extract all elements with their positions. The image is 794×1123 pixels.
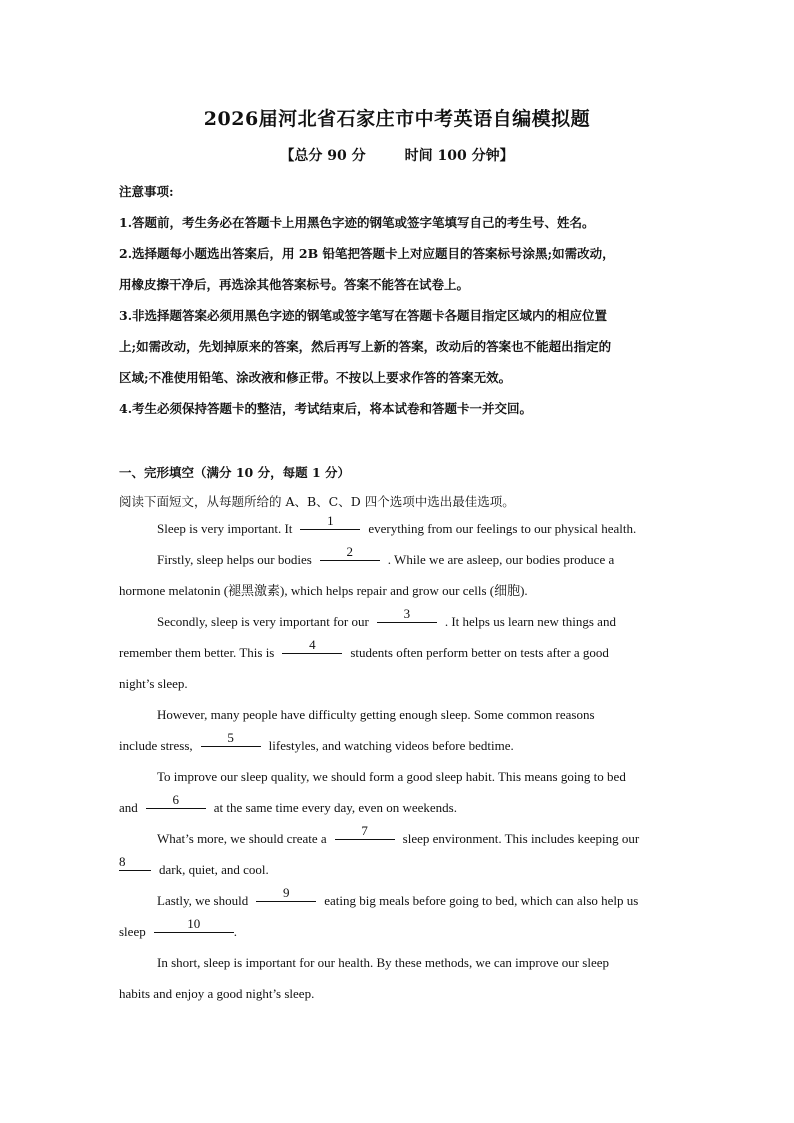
- blank-5: 5: [201, 730, 261, 747]
- passage-text: To improve our sleep quality, we should form a good sleep habit. This means going to bed: [157, 769, 626, 784]
- note-line: 用橡皮擦干净后，再选涂其他答案标号。答案不能答在试卷上。: [119, 277, 470, 292]
- blank-7: 7: [335, 823, 395, 840]
- note-line: 区域;不准使用铅笔、涂改液和修正带。不按以上要求作答的答案无效。: [119, 370, 512, 385]
- passage-line: [119, 947, 675, 978]
- passage-line: [119, 730, 675, 761]
- passage-text: students often perform better on tests after a good: [350, 645, 609, 660]
- blank-9: 9: [256, 885, 316, 902]
- notes-heading: 注意事项:: [119, 184, 174, 199]
- passage-line: [119, 854, 675, 885]
- passage-text: Sleep is very important. It: [157, 521, 293, 536]
- passage-line: [119, 978, 675, 1009]
- section-heading: 一、完形填空（满分 10 分，每题 1 分）: [119, 465, 351, 480]
- blank-3: 3: [377, 606, 437, 623]
- note-line: 2.选择题每小题选出答案后，用 2B 铅笔把答题卡上对应题目的答案标号涂黑;如需改动，: [119, 246, 615, 261]
- passage-line: [119, 637, 675, 668]
- passage-text: hormone melatonin (褪黑激素), which helps repair and grow our cells (细胞).: [119, 583, 528, 598]
- blank-4: 4: [282, 637, 342, 654]
- passage-text: sleep environment. This includes keeping our: [402, 831, 640, 846]
- note-line: 上;如需改动，先划掉原来的答案，然后再写上新的答案，改动后的答案也不能超出指定的: [119, 339, 612, 354]
- blank-6: 6: [146, 792, 206, 809]
- passage-line: [119, 699, 675, 730]
- passage-line: [119, 513, 675, 544]
- passage-text: Firstly, sleep helps our bodies: [157, 552, 312, 567]
- passage-line: [119, 544, 675, 575]
- passage-line: [119, 575, 675, 606]
- passage-text: sleep: [119, 924, 146, 939]
- cloze-section-header: [119, 459, 679, 517]
- passage-text: everything from our feelings to our physical health.: [368, 521, 637, 536]
- section-instruction: 阅读下面短文，从每题所给的 A、B、C、D 四个选项中选出最佳选项。: [119, 494, 515, 509]
- blank-2: 2: [320, 544, 380, 561]
- passage-line: [119, 885, 675, 916]
- passage-text: .: [233, 924, 237, 939]
- note-line: 1.答题前，考生务必在答题卡上用黑色字迹的钢笔或签字笔填写自己的考生号、姓名。: [119, 215, 595, 230]
- passage-text: lifestyles, and watching videos before bedtime.: [268, 738, 514, 753]
- exam-notes: [119, 176, 679, 424]
- note-line: 4.考生必须保持答题卡的整洁，考试结束后，将本试卷和答题卡一并交回。: [119, 401, 533, 416]
- passage-line: [119, 606, 675, 637]
- passage-text: However, many people have difficulty getting enough sleep. Some common reasons: [157, 707, 595, 722]
- passage-line: [119, 823, 675, 854]
- passage-text: . While we are asleep, our bodies produce a: [387, 552, 615, 567]
- passage-text: Secondly, sleep is very important for our: [157, 614, 369, 629]
- passage-line: [119, 668, 675, 699]
- score-time-line: 【总分 90 分 时间 100 分钟】: [280, 148, 514, 164]
- passage-text: night’s sleep.: [119, 676, 188, 691]
- passage-text: habits and enjoy a good night’s sleep.: [119, 986, 315, 1001]
- passage-line: [119, 761, 675, 792]
- passage-line: [119, 916, 675, 947]
- passage-text: In short, sleep is important for our health. By these methods, we can improve our sleep: [157, 955, 610, 970]
- blank-10: 10: [154, 916, 234, 933]
- passage-text: dark, quiet, and cool.: [159, 862, 269, 877]
- passage-text: Lastly, we should: [157, 893, 249, 908]
- note-line: 3.非选择题答案必须用黑色字迹的钢笔或签字笔写在答题卡各题目指定区域内的相应位置: [119, 308, 608, 323]
- blank-8: 8: [119, 854, 151, 871]
- passage-text: and: [119, 800, 138, 815]
- passage-text: . It helps us learn new things and: [444, 614, 616, 629]
- passage-text: eating big meals before going to bed, which can also help us: [324, 893, 639, 908]
- passage-text: at the same time every day, even on weekends.: [213, 800, 457, 815]
- cloze-passage: [119, 513, 675, 1009]
- passage-text: What’s more, we should create a: [157, 831, 327, 846]
- page-title: 2026届河北省石家庄市中考英语自编模拟题: [203, 108, 591, 130]
- passage-line: [119, 792, 675, 823]
- blank-1: 1: [300, 513, 360, 530]
- passage-text: remember them better. This is: [119, 645, 275, 660]
- passage-text: include stress,: [119, 738, 193, 753]
